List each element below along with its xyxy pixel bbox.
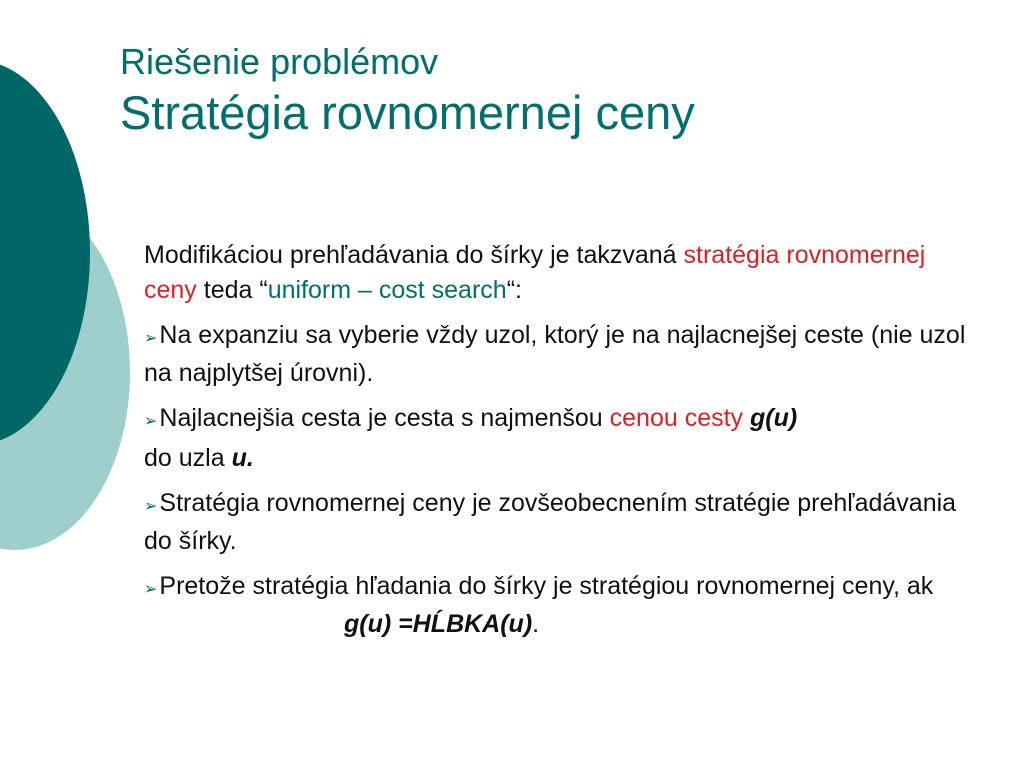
bullet-2-highlight: cenou cesty (609, 404, 744, 432)
do-uzla-text: do uzla (144, 444, 232, 472)
intro-text-1: Modifikáciou prehľadávania do šírky je takzvaná (144, 241, 684, 269)
bullet-4 (144, 569, 984, 642)
bullet-2 (144, 401, 984, 439)
arrowhead-bullet-icon: ➢ (144, 413, 158, 430)
bullet-2-text: Najlacnejšia cesta je cesta s najmenšou (159, 404, 610, 432)
intro-paragraph (144, 238, 984, 308)
do-uzla-line (144, 441, 984, 476)
arrowhead-bullet-icon: ➢ (144, 498, 158, 515)
arrowhead-bullet-icon: ➢ (144, 581, 158, 598)
title-line-1: Riešenie problémov (120, 41, 439, 82)
slide-body (144, 238, 984, 652)
arrowhead-bullet-icon: ➢ (144, 330, 158, 347)
title-line-2: Stratégia rovnomernej ceny (120, 86, 695, 139)
bullet-4-formula: g(u) =HĹBKA(u) (344, 610, 533, 638)
bullet-4-text: Pretože stratégia hľadania do šírky je stratégiou rovnomernej ceny, ak (159, 572, 934, 600)
bullet-4-end: . (532, 610, 540, 638)
do-uzla-variable: u. (231, 444, 254, 472)
bullet-1 (144, 318, 984, 391)
bullet-1-text: Na expanziu sa vyberie vždy uzol, ktorý je na najlacnejšej ceste (nie uzol na najplytšej úrovni). (144, 321, 966, 387)
intro-highlight-teal: uniform – cost search (267, 276, 507, 304)
bullet-3-text: Stratégia rovnomernej ceny je zovšeobecnením stratégie prehľadávania do šírky. (144, 489, 957, 555)
bullet-3 (144, 486, 984, 559)
bullet-2-formula: g(u) (750, 404, 798, 432)
slide-title (120, 40, 695, 142)
intro-text-2: teda “ (196, 276, 268, 304)
intro-text-3: “: (506, 276, 522, 304)
intro-highlight-red: stratégia rovnomernej ceny (144, 241, 926, 304)
